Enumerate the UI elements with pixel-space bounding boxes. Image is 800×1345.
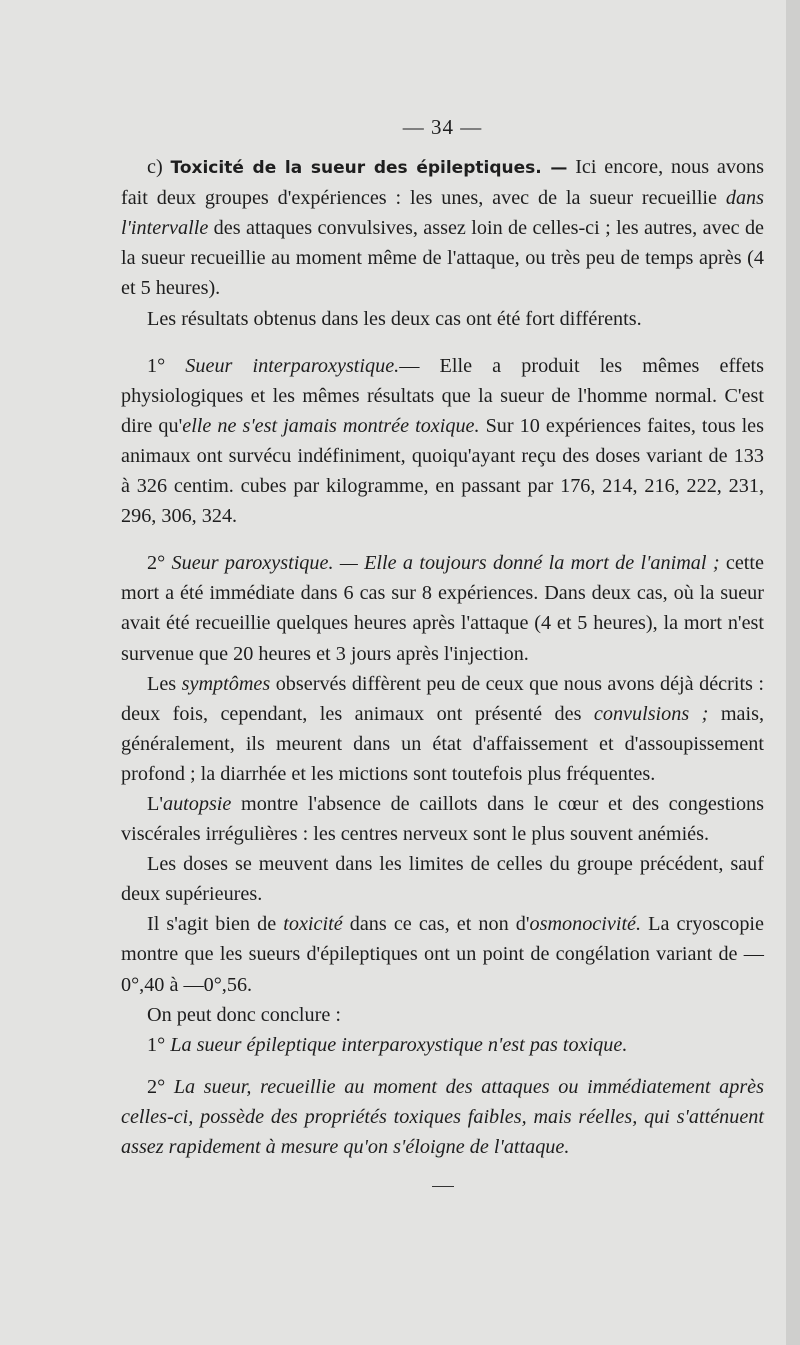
autopsy-text-pre: L'	[147, 792, 163, 815]
symptoms-text-pre: Les	[147, 672, 182, 695]
autopsy-paragraph	[121, 789, 764, 849]
item-1-number: 1°	[147, 354, 166, 377]
doses-paragraph: Les doses se meuvent dans les limites de celles du groupe précédent, sauf deux supérieures.	[121, 853, 764, 906]
item-1-text: — Elle a produit les mêmes effets physiologiques et les mêmes résultats que la sueur de l'homme normal. C'est dire qu'	[121, 354, 765, 437]
osmonocivity-italic: osmonocivité.	[529, 913, 642, 936]
convulsions-italic: convulsions ;	[593, 702, 709, 725]
autopsy-italic: autopsie	[162, 792, 232, 815]
section-c-italic: dans l'intervalle	[121, 187, 764, 240]
conclusion-2	[121, 1072, 764, 1162]
symptoms-italic: symptômes	[181, 672, 271, 695]
toxicity-italic: toxicité	[283, 913, 343, 936]
page-content	[121, 112, 764, 1187]
item-1-text-2: Sur 10 expériences faites, tous les animaux ont survécu indéfiniment, quoiqu'ayant reçu des doses variant de 133 à 326 centim. cubes par kilogramme, en passant par 176, 214, 216, 222, 231, 296, 306, 324.	[121, 414, 764, 528]
section-c-text: Ici encore, nous avons fait deux groupes d'expériences : les unes, avec de la sueur recueillie	[121, 156, 764, 210]
autopsy-text-post: montre l'absence de caillots dans le cœur et des congestions viscérales irrégulières : les centres nerveux sont le plus souvent anémiés.	[121, 792, 764, 846]
conclusion-2-text: La sueur, recueillie au moment des attaques ou immédiatement après celles-ci, possède des propriétés toxiques faibles, mais réelles, qui s'atténuent assez rapidement à mesure qu'on s'éloigne de l'attaque.	[121, 1075, 764, 1158]
conclusion-2-number: 2°	[147, 1075, 166, 1098]
item-1-paragraph	[121, 351, 764, 532]
end-rule	[432, 1186, 454, 1187]
conclude-paragraph: On peut donc conclure :	[147, 1003, 341, 1026]
item-1-italic: elle ne s'est jamais montrée toxique.	[182, 414, 480, 437]
page-edge	[786, 0, 800, 1345]
symptoms-text-post: mais, généralement, ils meurent dans un état d'affaissement et d'assoupissement profond ; la diarrhée et les mictions sont toutefois plus fréquentes.	[121, 702, 764, 785]
section-heading: Toxicité de la sueur des épileptiques. —	[170, 158, 568, 179]
toxicity-text-pre: Il s'agit bien de	[147, 913, 284, 936]
toxicity-text-post: La cryoscopie montre que les sueurs d'épileptiques ont un point de congélation variant de —0°,40 à —0°,56.	[121, 913, 764, 996]
section-c-text-2: des attaques convulsives, assez loin de celles-ci ; les autres, avec de la sueur recueillie au moment même de l'attaque, ou très peu de temps après (4 et 5 heures).	[121, 217, 764, 300]
item-2-number: 2°	[147, 552, 166, 575]
item-2-paragraph	[121, 548, 764, 668]
toxicity-paragraph	[121, 909, 764, 999]
section-marker: c)	[147, 156, 163, 179]
results-paragraph: Les résultats obtenus dans les deux cas ont été fort différents.	[147, 307, 642, 330]
page-number: — 34 —	[402, 115, 483, 139]
conclusion-1	[121, 1030, 764, 1060]
symptoms-text-mid: observés diffèrent peu de ceux que nous avons déjà décrits : deux fois, cependant, les animaux ont présenté des	[121, 672, 765, 725]
item-2-text: cette mort a été immédiate dans 6 cas sur 8 expériences. Dans deux cas, où la sueur avait été recueillie quelques heures après l'attaque (4 et 5 heures), la mort n'est survenue que 20 heures et 3 jours après l'injection.	[121, 552, 764, 665]
item-2-label: Sueur paroxystique. — Elle a toujours donné la mort de l'animal ;	[171, 552, 720, 575]
conclusion-1-text: La sueur épileptique interparoxystique n'est pas toxique.	[170, 1033, 628, 1056]
item-1-label: Sueur interparoxystique.	[185, 354, 400, 377]
conclusion-1-number: 1°	[147, 1033, 166, 1056]
section-c-paragraph	[121, 152, 764, 303]
toxicity-text-mid: dans ce cas, et non d'	[342, 913, 530, 936]
symptoms-paragraph	[121, 669, 764, 789]
